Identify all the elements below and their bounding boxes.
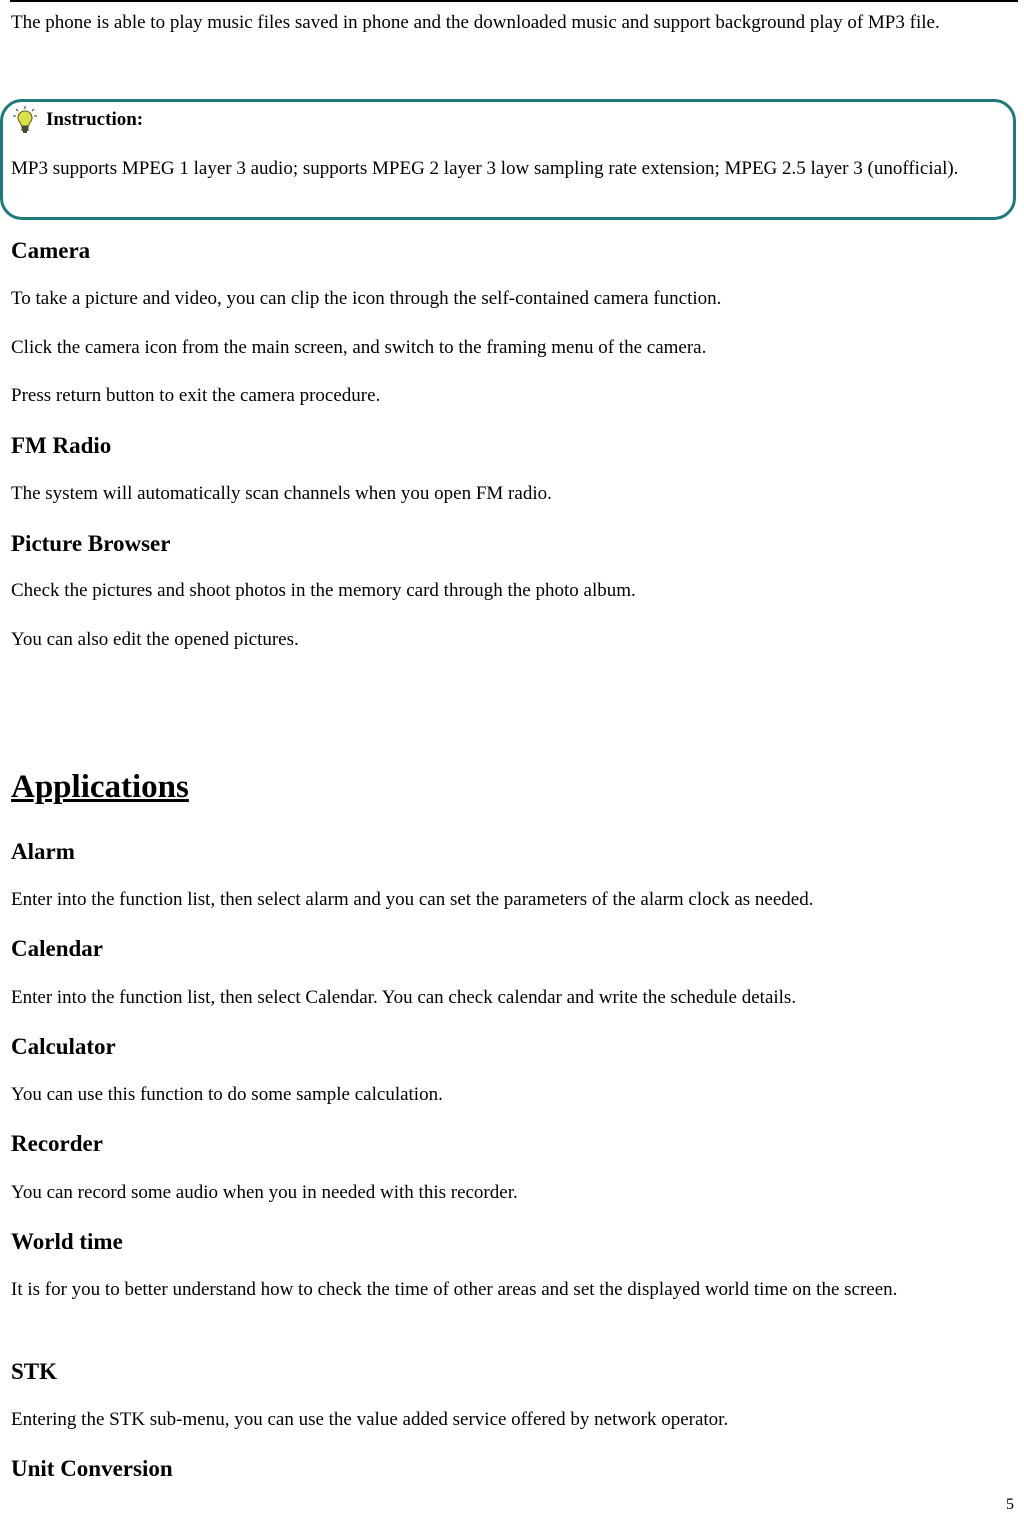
applications-heading: Applications bbox=[11, 769, 189, 805]
stk-paragraph: Entering the STK sub-menu, you can use the value added service offered by network operator. bbox=[11, 1409, 729, 1430]
instruction-header bbox=[12, 106, 143, 134]
picture-browser-paragraph-1: Check the pictures and shoot photos in the memory card through the photo album. bbox=[11, 580, 636, 601]
picture-browser-paragraph-2: You can also edit the opened pictures. bbox=[11, 629, 299, 650]
calendar-heading: Calendar bbox=[11, 936, 103, 961]
alarm-heading: Alarm bbox=[11, 839, 75, 864]
lightbulb-icon bbox=[12, 106, 38, 134]
calculator-paragraph: You can use this function to do some sample calculation. bbox=[11, 1084, 443, 1105]
world-time-heading: World time bbox=[11, 1229, 123, 1254]
unit-conversion-heading: Unit Conversion bbox=[11, 1456, 173, 1481]
instruction-title: Instruction: bbox=[46, 109, 144, 130]
fm-radio-heading: FM Radio bbox=[11, 433, 112, 458]
calculator-heading: Calculator bbox=[11, 1034, 116, 1059]
fm-radio-paragraph: The system will automatically scan channels when you open FM radio. bbox=[11, 483, 552, 504]
camera-paragraph-2: Click the camera icon from the main screen, and switch to the framing menu of the camera. bbox=[11, 337, 707, 358]
intro-paragraph: The phone is able to play music files saved in phone and the downloaded music and support background play of MP3 file. bbox=[11, 12, 940, 33]
recorder-paragraph: You can record some audio when you in needed with this recorder. bbox=[11, 1182, 518, 1203]
world-time-paragraph: It is for you to better understand how to check the time of other areas and set the displayed world time on the screen. bbox=[11, 1279, 898, 1300]
page-number: 5 bbox=[1006, 1496, 1014, 1513]
instruction-text: MP3 supports MPEG 1 layer 3 audio; supports MPEG 2 layer 3 low sampling rate extension; MPEG 2.5 layer 3 (unofficial). bbox=[11, 158, 959, 179]
recorder-heading: Recorder bbox=[11, 1131, 103, 1156]
camera-paragraph-3: Press return button to exit the camera procedure. bbox=[11, 385, 381, 406]
camera-heading: Camera bbox=[11, 238, 91, 263]
alarm-paragraph: Enter into the function list, then select alarm and you can set the parameters of the alarm clock as needed. bbox=[11, 889, 814, 910]
camera-paragraph-1: To take a picture and video, you can clip the icon through the self-contained camera function. bbox=[11, 288, 722, 309]
top-rule bbox=[10, 0, 1018, 2]
picture-browser-heading: Picture Browser bbox=[11, 531, 171, 556]
stk-heading: STK bbox=[11, 1359, 58, 1384]
calendar-paragraph: Enter into the function list, then select Calendar. You can check calendar and write the schedule details. bbox=[11, 987, 797, 1008]
